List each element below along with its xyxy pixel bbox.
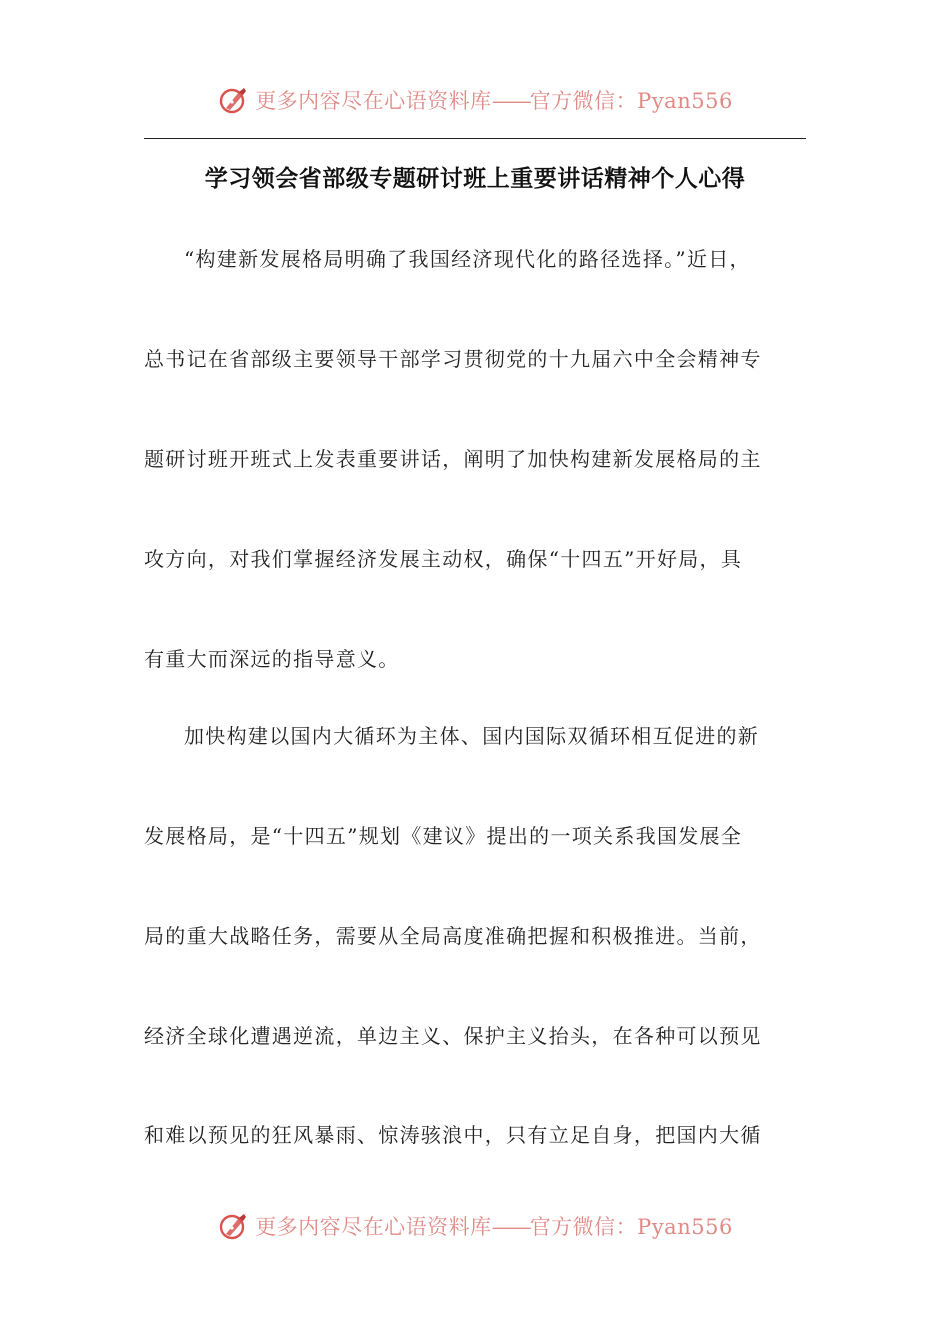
paragraph-line: 总书记在省部级主要领导干部学习贯彻党的十九届六中全会精神专 xyxy=(144,347,762,371)
paragraph-line: 加快构建以国内大循环为主体、国内国际双循环相互促进的新 xyxy=(184,724,760,748)
pen-nib-circle-icon xyxy=(217,1210,249,1242)
banner-dash: —— xyxy=(491,89,530,113)
paragraph-line: 有重大而深远的指导意义。 xyxy=(144,647,400,671)
header-banner xyxy=(0,84,950,116)
paragraph-line: 局的重大战略任务，需要从全局高度准确把握和积极推进。当前， xyxy=(144,924,762,948)
pen-nib-circle-icon xyxy=(217,84,249,116)
paragraph-line: 经济全球化遭遇逆流，单边主义、保护主义抬头，在各种可以预见 xyxy=(144,1024,762,1048)
paragraph-line: 和难以预见的狂风暴雨、惊涛骇浪中，只有立足自身，把国内大循 xyxy=(144,1123,762,1147)
banner-wechat-text: 官方微信：Pyan556 xyxy=(529,1215,733,1239)
banner-text xyxy=(255,1211,733,1241)
document-title: 学习领会省部级专题研讨班上重要讲话精神个人心得 xyxy=(204,166,746,192)
banner-main-text: 更多内容尽在心语资料库 xyxy=(255,89,492,113)
footer-banner xyxy=(0,1210,950,1242)
paragraph-line: 题研讨班开班式上发表重要讲话，阐明了加快构建新发展格局的主 xyxy=(144,447,762,471)
paragraph-line: “构建新发展格局明确了我国经济现代化的路径选择。”近日， xyxy=(184,247,751,271)
banner-wechat-text: 官方微信：Pyan556 xyxy=(529,89,733,113)
paragraph-line: 攻方向，对我们掌握经济发展主动权，确保“十四五”开好局，具 xyxy=(144,547,743,571)
banner-main-text: 更多内容尽在心语资料库 xyxy=(255,1215,492,1239)
paragraph-line: 发展格局，是“十四五”规划《建议》提出的一项关系我国发展全 xyxy=(144,824,743,848)
banner-dash: —— xyxy=(491,1215,530,1239)
banner-text xyxy=(255,85,733,115)
header-divider xyxy=(144,138,806,139)
